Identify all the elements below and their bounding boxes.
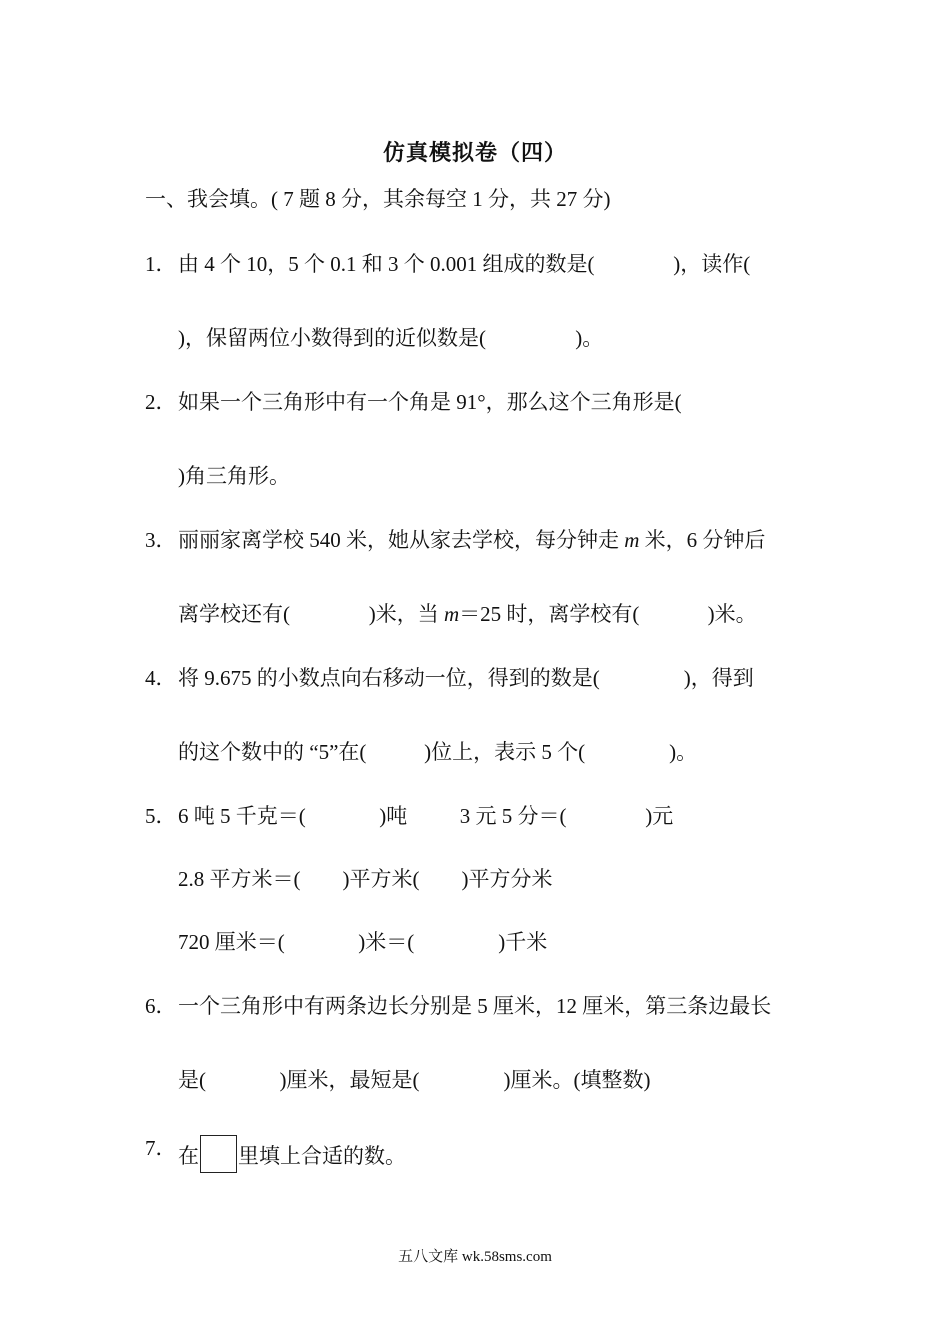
q5-number: 5． bbox=[145, 804, 177, 828]
q4-line2: 的这个数中的 “5”在( )位上，表示 5 个( )。 bbox=[178, 740, 698, 764]
q6-line2: 是( )厘米，最短是( )厘米。(填整数) bbox=[178, 1068, 651, 1092]
q7-text-a: 在 bbox=[178, 1144, 199, 1168]
q6-number: 6． bbox=[145, 994, 177, 1018]
footer-watermark: 五八文库 wk.58sms.com bbox=[398, 1249, 552, 1265]
q3-line1-a: 丽丽家离学校 540 米，她从家去学校，每分钟走 bbox=[178, 528, 625, 552]
section-heading: 一、我会填。( 7 题 8 分，其余每空 1 分，共 27 分) bbox=[145, 187, 611, 211]
q4-number: 4． bbox=[145, 666, 177, 690]
q3-number: 3． bbox=[145, 528, 177, 552]
q3-line1-b: 米，6 分钟后 bbox=[639, 528, 766, 552]
q3-variable-m: m bbox=[624, 528, 640, 552]
q1-number: 1． bbox=[145, 252, 177, 276]
q7-text-b: 里填上合适的数。 bbox=[238, 1144, 406, 1168]
answer-box bbox=[200, 1135, 237, 1173]
q5-line2: 2.8 平方米＝( )平方米( )平方分米 bbox=[178, 867, 553, 891]
q3-line2-a: 离学校还有( )米，当 bbox=[178, 602, 444, 626]
q3-line2 bbox=[178, 601, 757, 627]
q7-line bbox=[178, 1135, 406, 1173]
q5-line3: 720 厘米＝( )米＝( )千米 bbox=[178, 930, 548, 954]
q3-line1 bbox=[178, 527, 765, 553]
q2-line1: 如果一个三角形中有一个角是 91°，那么这个三角形是( bbox=[178, 390, 682, 414]
q2-number: 2． bbox=[145, 390, 177, 414]
q4-line1: 将 9.675 的小数点向右移动一位，得到的数是( )，得到 bbox=[178, 666, 754, 690]
q2-line2: )角三角形。 bbox=[178, 464, 290, 488]
q5-line1: 6 吨 5 千克＝( )吨 3 元 5 分＝( )元 bbox=[178, 804, 674, 828]
q1-line1: 由 4 个 10，5 个 0.1 和 3 个 0.001 组成的数是( )，读作( bbox=[178, 252, 751, 276]
q3-line2-b: ＝25 时，离学校有( )米。 bbox=[459, 602, 757, 626]
q6-line1: 一个三角形中有两条边长分别是 5 厘米，12 厘米，第三条边最长 bbox=[178, 994, 772, 1018]
page-title: 仿真模拟卷（四） bbox=[382, 140, 567, 165]
q1-line2: )，保留两位小数得到的近似数是( )。 bbox=[178, 326, 604, 350]
q7-number: 7． bbox=[145, 1136, 177, 1160]
q3-variable-m-2: m bbox=[444, 602, 460, 626]
